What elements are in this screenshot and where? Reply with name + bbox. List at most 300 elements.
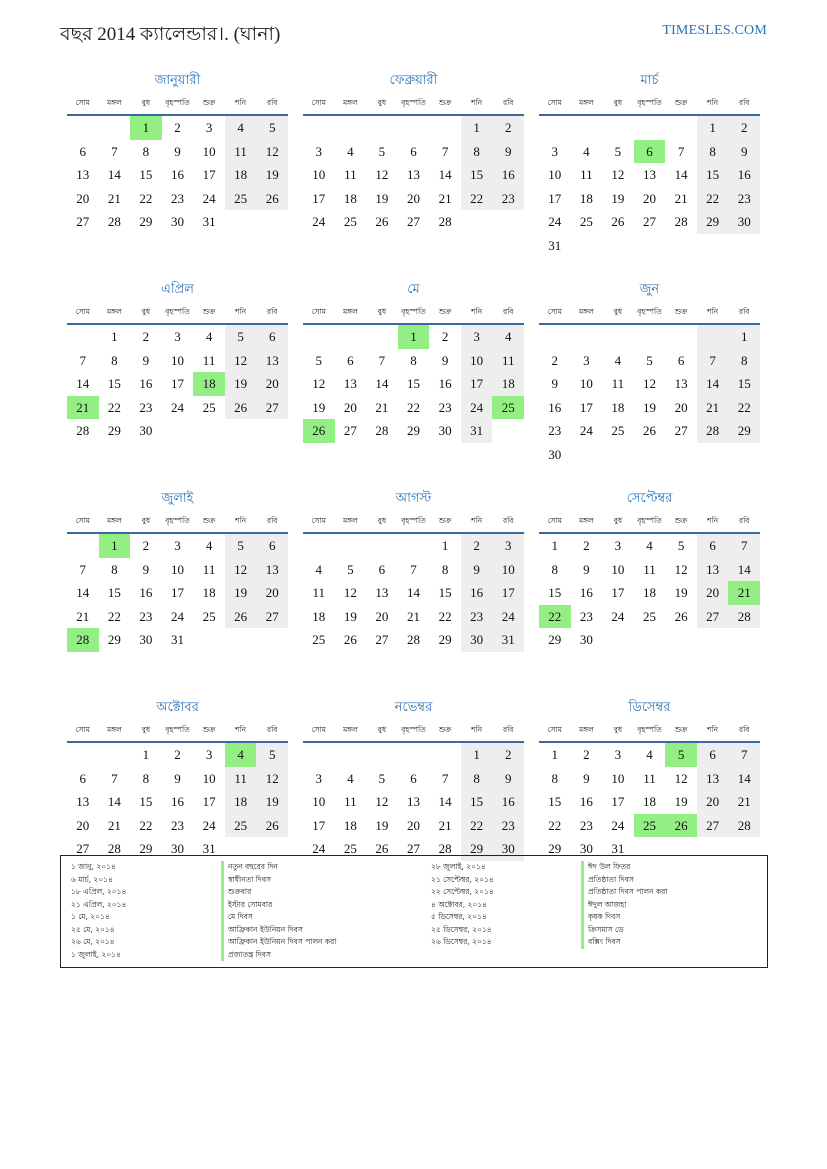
weekday-label: মঙ্গল bbox=[578, 98, 594, 107]
month-name: জানুয়ারী bbox=[154, 73, 201, 88]
day-cell: 14 bbox=[107, 794, 121, 810]
day-cell: 27 bbox=[76, 214, 90, 230]
day-cell: 2 bbox=[441, 329, 449, 344]
day-cell: 5 bbox=[225, 325, 257, 349]
day-cell: 20 bbox=[76, 817, 90, 833]
day-cell: 17 bbox=[312, 817, 326, 833]
day-cell: 15 bbox=[438, 585, 452, 601]
month-block bbox=[539, 488, 760, 678]
day-cell: 5 bbox=[646, 352, 653, 368]
weekday-header bbox=[67, 719, 288, 743]
day-cell: 16 bbox=[548, 399, 562, 415]
day-cell: 21 bbox=[697, 396, 729, 420]
day-cell: 7 bbox=[677, 143, 685, 159]
day-cell: 22 bbox=[461, 187, 493, 211]
day-cell: 12 bbox=[674, 770, 688, 786]
day-cell: 21 bbox=[107, 817, 121, 833]
month-name: নভেম্বর bbox=[394, 700, 433, 715]
day-cell: 4 bbox=[225, 116, 257, 140]
weekday-label: সোম bbox=[547, 725, 562, 734]
day-cell: 29 bbox=[107, 632, 121, 648]
day-cell: 25 bbox=[202, 399, 216, 415]
day-cell: 18 bbox=[611, 399, 625, 415]
day-cell: 10 bbox=[611, 561, 625, 577]
legend-holiday-date: ৪ অক্টোবর, ২০১৪ bbox=[431, 899, 488, 909]
weekday-label: শনি bbox=[235, 516, 247, 525]
day-cell: 20 bbox=[642, 190, 656, 206]
day-cell: 10 bbox=[492, 558, 524, 582]
holiday-legend bbox=[60, 855, 768, 968]
weekday-label: বুধ bbox=[377, 98, 387, 107]
weekday-label: শনি bbox=[471, 725, 483, 734]
day-cell: 15 bbox=[728, 372, 760, 396]
month-block bbox=[67, 279, 288, 469]
holiday-day-cell: 5 bbox=[665, 743, 697, 767]
legend-holiday-date: ২৮ জুলাই, ২০১৪ bbox=[431, 862, 486, 871]
day-cell: 13 bbox=[256, 349, 288, 373]
day-cell: 14 bbox=[697, 372, 729, 396]
day-cell: 25 bbox=[343, 841, 357, 857]
month-block bbox=[303, 70, 524, 260]
day-cell: 14 bbox=[375, 376, 389, 392]
day-cell: 10 bbox=[202, 770, 216, 786]
day-cell: 25 bbox=[642, 608, 656, 624]
weekday-label: শুক্র bbox=[674, 307, 688, 316]
day-cell: 1 bbox=[111, 329, 118, 344]
day-cell: 11 bbox=[344, 794, 357, 810]
day-cell: 8 bbox=[728, 349, 760, 373]
weekday-label: বৃহস্পতি bbox=[637, 516, 662, 525]
weekday-label: বৃহস্পতি bbox=[165, 98, 190, 107]
day-cell: 4 bbox=[347, 143, 354, 159]
day-cell: 24 bbox=[202, 817, 216, 833]
day-cell: 9 bbox=[583, 561, 590, 577]
day-cell: 5 bbox=[256, 116, 288, 140]
empty-day-cell bbox=[67, 116, 99, 140]
day-cell: 30 bbox=[139, 423, 153, 439]
day-cell: 8 bbox=[142, 770, 150, 786]
day-cell: 11 bbox=[202, 352, 216, 368]
day-cell: 12 bbox=[256, 140, 288, 164]
weekday-header bbox=[539, 719, 760, 743]
holiday-day-cell: 1 bbox=[130, 116, 162, 140]
day-cell: 30 bbox=[579, 632, 593, 648]
legend-holiday-date: ২২ সেপ্টেম্বর, ২০১৪ bbox=[431, 887, 494, 896]
days-grid bbox=[539, 116, 760, 258]
weekday-label: রবি bbox=[266, 98, 278, 107]
day-cell: 23 bbox=[170, 190, 184, 206]
day-cell: 23 bbox=[170, 817, 184, 833]
weekday-header bbox=[539, 92, 760, 116]
day-cell: 8 bbox=[441, 561, 449, 577]
weekday-label: মঙ্গল bbox=[106, 98, 122, 107]
day-cell: 7 bbox=[111, 143, 118, 159]
day-cell: 8 bbox=[410, 352, 417, 368]
legend-holiday-date: ১৮ এপ্রিল, ২০১৪ bbox=[71, 887, 127, 896]
day-cell: 28 bbox=[438, 214, 452, 230]
weekday-label: বুধ bbox=[377, 516, 387, 525]
day-cell: 4 bbox=[583, 143, 590, 159]
day-cell: 3 bbox=[205, 120, 213, 135]
weekday-label: মঙ্গল bbox=[106, 725, 122, 734]
empty-day-cell bbox=[335, 116, 367, 140]
holiday-day-cell: 1 bbox=[99, 534, 131, 558]
day-cell: 9 bbox=[441, 352, 449, 368]
day-cell: 3 bbox=[315, 770, 323, 786]
day-cell: 8 bbox=[111, 561, 118, 577]
day-cell: 17 bbox=[170, 585, 184, 601]
empty-day-cell bbox=[665, 116, 697, 140]
weekday-label: রবি bbox=[266, 307, 278, 316]
day-cell: 10 bbox=[461, 349, 493, 373]
day-cell: 24 bbox=[492, 605, 524, 629]
day-cell: 8 bbox=[551, 561, 559, 577]
day-cell: 3 bbox=[461, 325, 493, 349]
day-cell: 28 bbox=[107, 214, 121, 230]
day-cell: 14 bbox=[406, 585, 420, 601]
day-cell: 20 bbox=[674, 399, 688, 415]
weekday-label: বুধ bbox=[613, 307, 623, 316]
month-block bbox=[303, 488, 524, 678]
holiday-day-cell: 28 bbox=[67, 628, 99, 652]
legend-holiday-name: ক্রিসমাস ডে bbox=[581, 924, 761, 937]
day-cell: 25 bbox=[202, 608, 216, 624]
day-cell: 14 bbox=[438, 794, 452, 810]
day-cell: 2 bbox=[583, 538, 590, 553]
empty-day-cell bbox=[99, 743, 131, 767]
day-cell: 17 bbox=[492, 581, 524, 605]
day-cell: 25 bbox=[312, 632, 326, 648]
day-cell: 1 bbox=[551, 747, 559, 762]
day-cell: 11 bbox=[225, 140, 257, 164]
empty-day-cell bbox=[366, 534, 398, 558]
day-cell: 6 bbox=[697, 534, 729, 558]
empty-day-cell bbox=[67, 534, 99, 558]
days-grid bbox=[303, 743, 524, 861]
weekday-label: মঙ্গল bbox=[106, 516, 122, 525]
legend-dates-1 bbox=[71, 861, 221, 967]
holiday-day-cell: 25 bbox=[634, 814, 666, 838]
day-cell: 3 bbox=[583, 352, 590, 368]
weekday-label: শুক্র bbox=[438, 725, 452, 734]
day-cell: 7 bbox=[697, 349, 729, 373]
weekday-label: শনি bbox=[471, 98, 483, 107]
legend-holiday-name: মে দিবস bbox=[221, 911, 431, 924]
day-cell: 29 bbox=[728, 419, 760, 443]
day-cell: 27 bbox=[256, 605, 288, 629]
weekday-label: বুধ bbox=[141, 516, 151, 525]
legend-holiday-date: ২১ এপ্রিল, ২০১৪ bbox=[71, 899, 127, 909]
day-cell: 18 bbox=[343, 817, 357, 833]
day-cell: 7 bbox=[111, 770, 118, 786]
day-cell: 15 bbox=[548, 585, 562, 601]
days-grid bbox=[539, 325, 760, 467]
day-cell: 4 bbox=[205, 329, 213, 344]
weekday-header bbox=[67, 301, 288, 325]
legend-holiday-name: কৃষক দিবস bbox=[581, 911, 761, 924]
month-name: আগস্ট bbox=[395, 491, 432, 506]
day-cell: 14 bbox=[76, 376, 90, 392]
day-cell: 16 bbox=[579, 794, 593, 810]
day-cell: 7 bbox=[79, 352, 87, 368]
day-cell: 2 bbox=[174, 747, 181, 762]
weekday-label: শুক্র bbox=[674, 725, 688, 734]
holiday-day-cell: 21 bbox=[728, 581, 760, 605]
weekday-label: মঙ্গল bbox=[578, 516, 594, 525]
day-cell: 18 bbox=[642, 794, 656, 810]
day-cell: 6 bbox=[378, 561, 386, 577]
legend-holiday-date: ৬ মার্চ, ২০১৪ bbox=[71, 874, 113, 884]
day-cell: 16 bbox=[170, 167, 184, 183]
legend-holiday-name: বক্সিং দিবস bbox=[581, 936, 761, 949]
weekday-label: মঙ্গল bbox=[342, 725, 358, 734]
holiday-day-cell: 25 bbox=[492, 396, 524, 420]
weekday-label: বৃহস্পতি bbox=[165, 516, 190, 525]
day-cell: 2 bbox=[174, 120, 181, 135]
day-cell: 4 bbox=[614, 352, 622, 368]
legend-holiday-name: আফ্রিকান ইউনিয়ন দিবস bbox=[221, 924, 431, 937]
weekday-label: বুধ bbox=[141, 725, 151, 734]
weekday-header bbox=[67, 92, 288, 116]
day-cell: 27 bbox=[674, 423, 688, 439]
day-cell: 30 bbox=[728, 210, 760, 234]
day-cell: 10 bbox=[312, 794, 326, 810]
day-cell: 16 bbox=[139, 376, 153, 392]
day-cell: 21 bbox=[375, 399, 389, 415]
day-cell: 18 bbox=[642, 585, 656, 601]
weekday-label: বুধ bbox=[141, 98, 151, 107]
day-cell: 19 bbox=[225, 372, 257, 396]
calendar-grid bbox=[67, 70, 760, 887]
month-name: মে bbox=[407, 282, 420, 297]
month-name: মার্চ bbox=[640, 73, 659, 88]
legend-holiday-date: ১ মে, ২০১৪ bbox=[71, 912, 110, 921]
day-cell: 22 bbox=[438, 608, 452, 624]
month-name: সেপ্টেম্বর bbox=[626, 491, 673, 506]
day-cell: 23 bbox=[492, 187, 524, 211]
weekday-label: রবি bbox=[266, 725, 278, 734]
day-cell: 30 bbox=[170, 214, 184, 230]
day-cell: 17 bbox=[611, 585, 625, 601]
day-cell: 27 bbox=[406, 841, 420, 857]
day-cell: 26 bbox=[642, 423, 656, 439]
day-cell: 6 bbox=[677, 352, 685, 368]
day-cell: 23 bbox=[579, 608, 593, 624]
day-cell: 6 bbox=[697, 743, 729, 767]
day-cell: 5 bbox=[378, 143, 386, 159]
day-cell: 3 bbox=[492, 534, 524, 558]
day-cell: 28 bbox=[697, 419, 729, 443]
day-cell: 31 bbox=[170, 632, 184, 648]
day-cell: 18 bbox=[225, 790, 257, 814]
weekday-label: বৃহস্পতি bbox=[637, 725, 662, 734]
day-cell: 10 bbox=[579, 376, 593, 392]
day-cell: 24 bbox=[312, 214, 326, 230]
weekday-label: রবি bbox=[738, 98, 750, 107]
day-cell: 9 bbox=[142, 561, 150, 577]
day-cell: 16 bbox=[492, 790, 524, 814]
day-cell: 15 bbox=[461, 790, 493, 814]
day-cell: 6 bbox=[79, 143, 87, 159]
weekday-label: সোম bbox=[547, 307, 562, 316]
day-cell: 10 bbox=[170, 561, 184, 577]
day-cell: 8 bbox=[697, 140, 729, 164]
day-cell: 22 bbox=[728, 396, 760, 420]
day-cell: 25 bbox=[225, 187, 257, 211]
day-cell: 11 bbox=[643, 770, 656, 786]
day-cell: 27 bbox=[406, 214, 420, 230]
weekday-label: সোম bbox=[75, 516, 90, 525]
day-cell: 13 bbox=[256, 558, 288, 582]
weekday-label: শনি bbox=[707, 725, 719, 734]
month-block bbox=[539, 70, 760, 260]
legend-holiday-date: ৫ ডিসেম্বর, ২০১৪ bbox=[431, 912, 487, 921]
day-cell: 31 bbox=[202, 214, 216, 230]
day-cell: 12 bbox=[375, 167, 389, 183]
day-cell: 11 bbox=[580, 167, 593, 183]
day-cell: 22 bbox=[139, 190, 153, 206]
day-cell: 16 bbox=[579, 585, 593, 601]
days-grid bbox=[303, 534, 524, 652]
weekday-label: বুধ bbox=[377, 725, 387, 734]
day-cell: 9 bbox=[728, 140, 760, 164]
weekday-label: শনি bbox=[235, 98, 247, 107]
day-cell: 20 bbox=[256, 372, 288, 396]
day-cell: 24 bbox=[170, 399, 184, 415]
day-cell: 23 bbox=[492, 814, 524, 838]
day-cell: 19 bbox=[674, 794, 688, 810]
day-cell: 6 bbox=[79, 770, 87, 786]
weekday-label: শনি bbox=[471, 516, 483, 525]
day-cell: 11 bbox=[643, 561, 656, 577]
legend-holiday-date: ২৫ মে, ২০১৪ bbox=[71, 924, 115, 934]
empty-day-cell bbox=[697, 325, 729, 349]
day-cell: 4 bbox=[646, 538, 653, 553]
day-cell: 2 bbox=[461, 534, 493, 558]
day-cell: 6 bbox=[256, 534, 288, 558]
day-cell: 28 bbox=[438, 841, 452, 857]
day-cell: 31 bbox=[202, 841, 216, 857]
day-cell: 5 bbox=[315, 352, 323, 368]
day-cell: 28 bbox=[375, 423, 389, 439]
day-cell: 28 bbox=[728, 605, 760, 629]
day-cell: 7 bbox=[728, 534, 760, 558]
legend-holiday-date: ১ জানু, ২০১৪ bbox=[71, 862, 116, 871]
day-cell: 17 bbox=[548, 190, 562, 206]
weekday-label: সোম bbox=[311, 516, 326, 525]
day-cell: 12 bbox=[611, 167, 625, 183]
legend-holiday-name: ইস্টার সোমবার bbox=[221, 899, 431, 912]
holiday-day-cell: 6 bbox=[634, 140, 666, 164]
day-cell: 27 bbox=[375, 632, 389, 648]
day-cell: 6 bbox=[410, 143, 417, 159]
day-cell: 2 bbox=[551, 352, 559, 368]
day-cell: 18 bbox=[202, 585, 216, 601]
day-cell: 26 bbox=[225, 396, 257, 420]
day-cell: 21 bbox=[107, 190, 121, 206]
month-block bbox=[67, 488, 288, 678]
day-cell: 30 bbox=[492, 837, 524, 861]
weekday-label: বৃহস্পতি bbox=[637, 98, 662, 107]
legend-holiday-date: ২৬ ডিসেম্বর, ২০১৪ bbox=[431, 937, 492, 946]
day-cell: 12 bbox=[674, 561, 688, 577]
day-cell: 22 bbox=[461, 814, 493, 838]
weekday-label: রবি bbox=[738, 516, 750, 525]
day-cell: 22 bbox=[548, 817, 562, 833]
day-cell: 12 bbox=[312, 376, 326, 392]
day-cell: 3 bbox=[614, 538, 622, 553]
weekday-label: শুক্র bbox=[438, 516, 452, 525]
days-grid bbox=[67, 325, 288, 443]
day-cell: 27 bbox=[76, 841, 90, 857]
weekday-header bbox=[303, 510, 524, 534]
day-cell: 25 bbox=[611, 423, 625, 439]
month-name: ফেব্রুয়ারী bbox=[389, 73, 438, 88]
day-cell: 13 bbox=[674, 376, 688, 392]
day-cell: 22 bbox=[697, 187, 729, 211]
day-cell: 30 bbox=[438, 423, 452, 439]
day-cell: 10 bbox=[312, 167, 326, 183]
day-cell: 7 bbox=[378, 352, 386, 368]
day-cell: 17 bbox=[611, 794, 625, 810]
legend-holiday-date: ২৫ ডিসেম্বর, ২০১৪ bbox=[431, 924, 492, 934]
day-cell: 21 bbox=[438, 190, 452, 206]
day-cell: 12 bbox=[375, 794, 389, 810]
day-cell: 4 bbox=[492, 325, 524, 349]
weekday-label: সোম bbox=[311, 725, 326, 734]
site-link[interactable]: TIMESLES.COM bbox=[662, 23, 767, 38]
day-cell: 13 bbox=[76, 167, 90, 183]
day-cell: 15 bbox=[548, 794, 562, 810]
empty-day-cell bbox=[429, 743, 461, 767]
day-cell: 3 bbox=[205, 747, 213, 762]
day-cell: 31 bbox=[548, 237, 562, 253]
weekday-label: সোম bbox=[311, 307, 326, 316]
day-cell: 17 bbox=[170, 376, 184, 392]
day-cell: 6 bbox=[347, 352, 354, 368]
day-cell: 9 bbox=[142, 352, 150, 368]
day-cell: 29 bbox=[548, 632, 562, 648]
days-grid bbox=[67, 534, 288, 652]
day-cell: 13 bbox=[642, 167, 656, 183]
empty-day-cell bbox=[602, 116, 634, 140]
day-cell: 13 bbox=[697, 767, 729, 791]
day-cell: 13 bbox=[76, 794, 90, 810]
day-cell: 30 bbox=[139, 632, 153, 648]
day-cell: 9 bbox=[461, 558, 493, 582]
day-cell: 10 bbox=[611, 770, 625, 786]
day-cell: 2 bbox=[142, 329, 150, 344]
day-cell: 20 bbox=[256, 581, 288, 605]
day-cell: 14 bbox=[438, 167, 452, 183]
weekday-label: মঙ্গল bbox=[342, 98, 358, 107]
day-cell: 31 bbox=[492, 628, 524, 652]
day-cell: 7 bbox=[441, 143, 449, 159]
day-cell: 4 bbox=[205, 538, 213, 553]
day-cell: 20 bbox=[343, 399, 357, 415]
day-cell: 30 bbox=[461, 628, 493, 652]
day-cell: 9 bbox=[583, 770, 590, 786]
day-cell: 7 bbox=[410, 561, 417, 577]
legend-holiday-name: প্রতিষ্ঠাতা দিবস bbox=[581, 874, 761, 887]
day-cell: 27 bbox=[256, 396, 288, 420]
day-cell: 14 bbox=[728, 767, 760, 791]
weekday-label: শুক্র bbox=[202, 98, 216, 107]
legend-holiday-name: প্রজাতন্ত্র দিবস bbox=[221, 949, 431, 962]
day-cell: 24 bbox=[579, 423, 593, 439]
day-cell: 18 bbox=[225, 163, 257, 187]
legend-holiday-date: ১ জুলাই, ২০১৪ bbox=[71, 949, 121, 959]
